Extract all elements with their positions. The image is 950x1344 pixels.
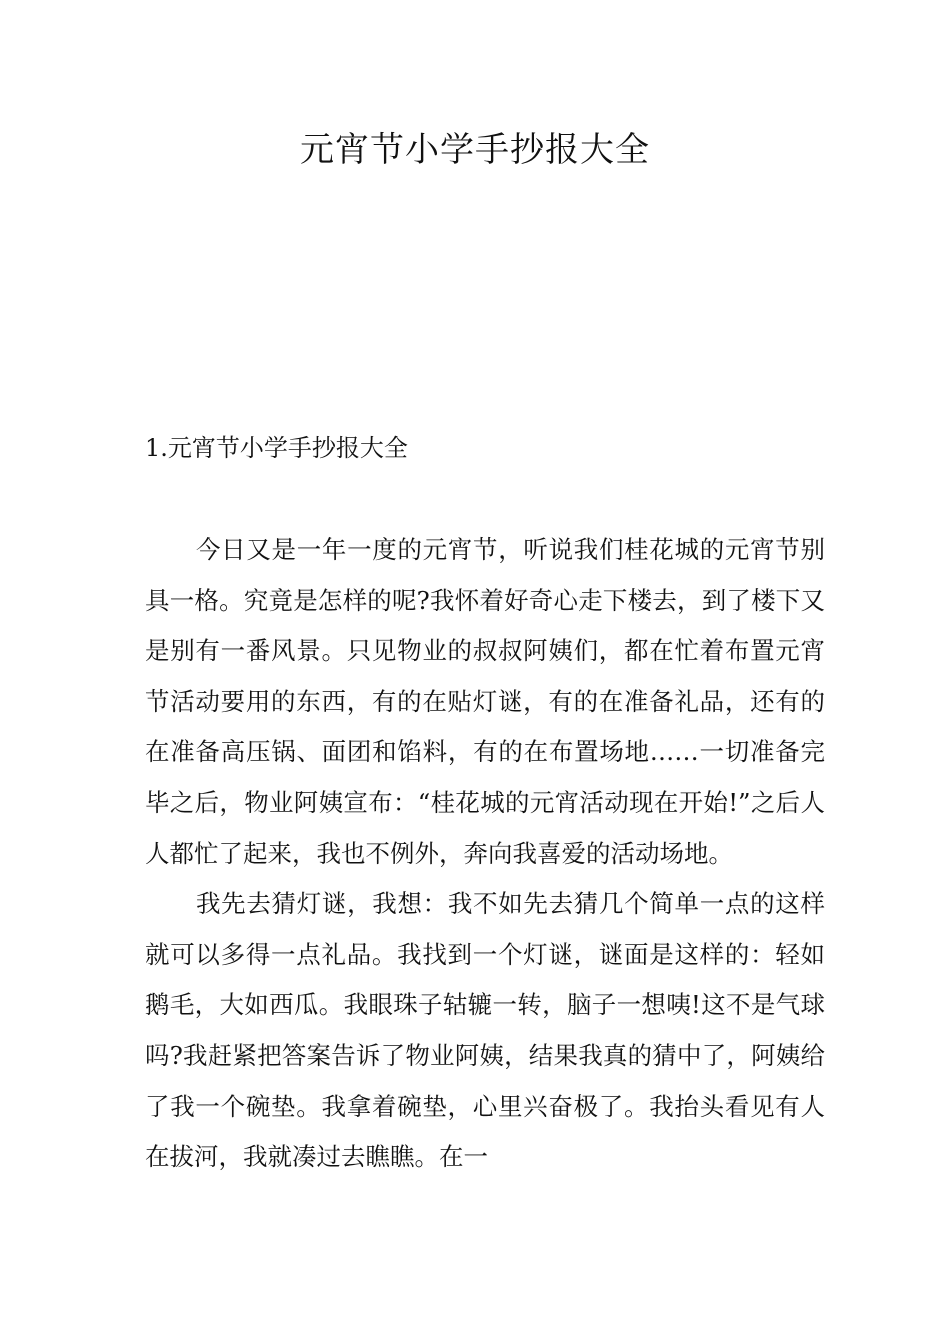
section-heading: 1.元宵节小学手抄报大全 <box>145 434 408 462</box>
document-title: 元宵节小学手抄报大全 <box>300 130 650 170</box>
paragraph-1: 今日又是一年一度的元宵节，听说我们桂花城的元宵节别具一格。究竟是怎样的呢?我怀着好奇心走下楼去，到了楼下又是别有一番风景。只见物业的叔叔阿姨们，都在忙着布置元宵节活动要用的东西，有的在贴灯谜，有的在准备礼品，还有的在准备高压锅、面团和馅料，有的在布置场地……一切准备完毕之后，物业阿姨宣布：“桂花城的元宵活动现在开始!”之后人人都忙了起来，我也不例外，奔向我喜爱的活动场地。 <box>145 535 825 868</box>
paragraph-2: 我先去猜灯谜，我想：我不如先去猜几个简单一点的这样就可以多得一点礼品。我找到一个灯谜，谜面是这样的：轻如鹅毛，大如西瓜。我眼珠子轱辘一转，脑子一想咦!这不是气球吗?我赶紧把答案告诉了物业阿姨，结果我真的猜中了，阿姨给了我一个碗垫。我拿着碗垫，心里兴奋极了。我抬头看见有人在拔河，我就凑过去瞧瞧。在一 <box>145 889 825 1172</box>
body-text <box>145 525 825 1183</box>
